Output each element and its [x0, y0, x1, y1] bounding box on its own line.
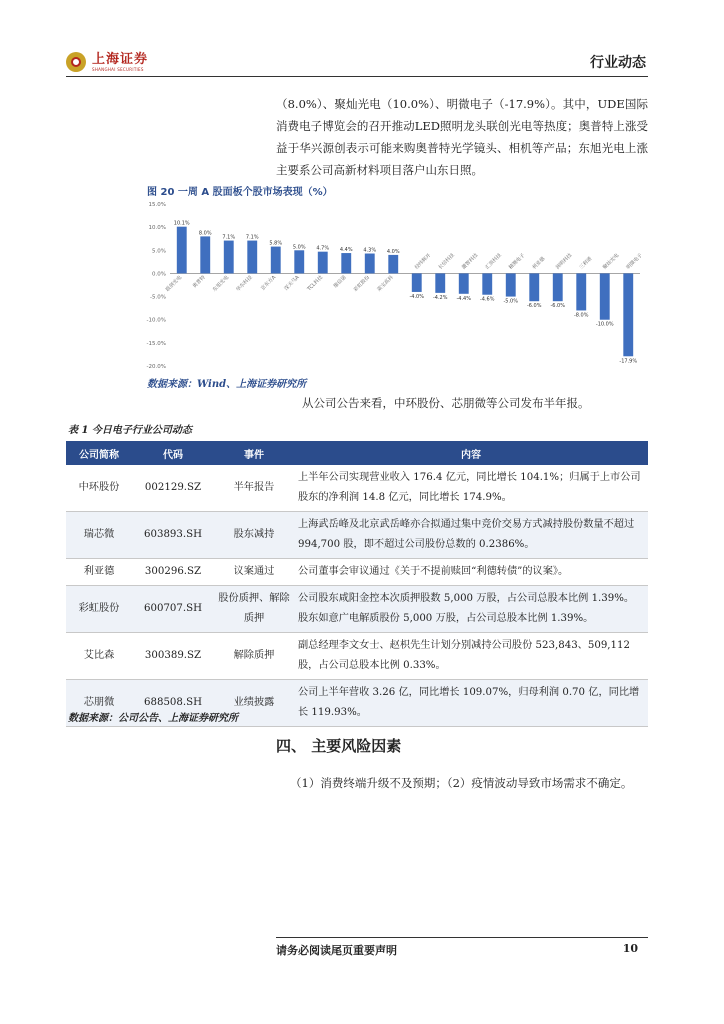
category-label: 深天马A	[283, 274, 301, 292]
category-label: 彩虹股份	[352, 274, 372, 293]
cell-event: 议案通过	[214, 559, 294, 586]
data-label: 4.4%	[339, 247, 353, 254]
col-header-code: 代码	[132, 441, 214, 465]
bar	[224, 241, 234, 274]
table-row	[66, 586, 648, 633]
category-label: 激智科技	[460, 252, 480, 271]
y-tick-label: -15.0%	[146, 340, 166, 347]
data-label: 5.8%	[269, 240, 283, 247]
category-label: 明微电子	[625, 252, 644, 271]
intro-paragraph: （8.0%）、聚灿光电（10.0%）、明微电子（-17.9%）。其中，UDE国际消费电子博览会的召开推动LED照明龙头联创光电等热度；奥普特上涨受益于华兴源创表示可能来购奥普特光学镜头、相机等产品；东旭光电上涨主要系公司高新材料项目落户山东日照。	[276, 97, 648, 177]
y-tick-label: 15.0%	[148, 202, 166, 208]
cell-content: 上半年公司实现营业收入 176.4 亿元，同比增长 104.1%；归属于上市公司股东的净利润 14.8 亿元，同比增长 174.9%。	[294, 465, 648, 512]
data-label: -4.4%	[456, 295, 472, 302]
category-label: 经纬辉开	[413, 252, 433, 271]
y-tick-label: -5.0%	[150, 294, 166, 301]
cell-event: 股东减持	[214, 512, 294, 559]
cell-company: 中环股份	[66, 465, 132, 512]
data-label: 7.1%	[222, 234, 236, 241]
data-label: -5.0%	[503, 298, 519, 305]
announcement-summary: 从公司公告来看，中环股份、芯朋微等公司发布半年报。	[302, 396, 590, 410]
category-label: 莱宝高科	[376, 274, 395, 293]
page-header	[66, 50, 648, 77]
bar	[553, 273, 563, 301]
table-row	[66, 465, 648, 512]
bar	[271, 247, 281, 274]
cell-code: 002129.SZ	[132, 465, 214, 512]
bar	[623, 273, 633, 356]
bar	[341, 253, 351, 273]
data-label: -6.0%	[550, 303, 566, 310]
data-label: -10.0%	[595, 321, 614, 328]
bar	[459, 273, 469, 293]
cell-company: 彩虹股份	[66, 586, 132, 633]
cell-company: 利亚德	[66, 559, 132, 586]
category-label: 汇顶科技	[484, 252, 503, 271]
cell-code: 603893.SH	[132, 512, 214, 559]
table-title: 表 1 今日电子行业公司动态	[68, 425, 192, 436]
cell-content: 公司上半年营收 3.26 亿，同比增长 109.07%，归母利润 0.70 亿，同比增长 119.93%。	[294, 680, 648, 727]
data-label: 10.1%	[173, 220, 190, 227]
col-header-event: 事件	[214, 441, 294, 465]
category-label: 京东方A	[259, 274, 278, 292]
category-label: 奥普特	[191, 274, 207, 290]
data-label: 4.3%	[363, 247, 377, 254]
section-label: 行业动态	[590, 55, 646, 71]
cell-code: 600707.SH	[132, 586, 214, 633]
bar	[506, 273, 516, 296]
bar	[294, 250, 304, 273]
cell-company: 艾比森	[66, 633, 132, 680]
y-tick-label: 5.0%	[152, 248, 166, 255]
data-label: -4.6%	[479, 296, 495, 303]
chart-svg	[140, 196, 648, 372]
category-label: 长信科技	[437, 252, 456, 271]
category-label: 维信诺	[332, 274, 348, 290]
cell-event: 半年报告	[214, 465, 294, 512]
bar	[529, 273, 539, 301]
cell-event: 业绩披露	[214, 680, 294, 727]
cell-content: 副总经理李文女士、赵枳先生计划分别减持公司股份 523,843、509,112 股，占公司总股本比例 0.33%。	[294, 633, 648, 680]
cell-content: 上海武岳峰及北京武岳峰亦合拟通过集中竞价交易方式减持股份数量不超过 994,700 股，即不超过公司股份总数的 0.2386%。	[294, 512, 648, 559]
table-row	[66, 512, 648, 559]
col-header-content: 内容	[294, 441, 648, 465]
category-label: 联创光电	[164, 274, 184, 293]
bar	[600, 273, 610, 319]
y-tick-label: 0.0%	[152, 271, 166, 278]
category-label: TCL科技	[306, 274, 325, 293]
table-header-row	[66, 441, 648, 465]
logo-english: SHANGHAI SECURITIES	[92, 66, 144, 72]
y-tick-label: 10.0%	[148, 225, 166, 232]
category-label: 华东科技	[235, 274, 254, 293]
bar	[412, 273, 422, 292]
bar	[388, 255, 398, 274]
data-label: 4.0%	[386, 248, 400, 255]
category-label: 精测电子	[507, 252, 527, 271]
table-row	[66, 633, 648, 680]
cell-code: 300296.SZ	[132, 559, 214, 586]
table-row	[66, 559, 648, 586]
bar	[576, 273, 586, 310]
figure-source: 数据来源：Wind、上海证券研究所	[147, 379, 307, 390]
data-label: -17.9%	[619, 358, 638, 365]
data-label: 8.0%	[198, 230, 212, 237]
cell-content: 公司董事会审议通过《关于不提前赎回“利德转债”的议案》。	[294, 559, 648, 586]
bar	[200, 236, 210, 273]
y-tick-label: -20.0%	[146, 364, 166, 370]
cell-event: 股份质押、解除质押	[214, 586, 294, 633]
bar	[318, 252, 328, 274]
footer-disclaimer: 请务必阅读尾页重要声明	[276, 944, 397, 957]
data-label: 4.7%	[316, 245, 330, 252]
cell-code: 300389.SZ	[132, 633, 214, 680]
logo-text: 上海证券	[92, 51, 149, 67]
category-label: 利亚德	[531, 255, 547, 271]
category-label: 东旭光电	[211, 274, 231, 293]
page-number: 10	[622, 942, 638, 955]
page-footer	[276, 937, 648, 958]
cell-content: 公司股东咸阳金控本次质押股数 5,000 万股，占公司总股本比例 1.39%。股东如意广电解质股份 5,000 万股，占公司总股本比例 1.39%。	[294, 586, 648, 633]
col-header-company: 公司简称	[66, 441, 132, 465]
data-label: -4.2%	[432, 294, 448, 301]
cell-event: 解除质押	[214, 633, 294, 680]
bar	[435, 273, 445, 292]
bar-chart	[140, 196, 648, 372]
data-label: 7.1%	[245, 234, 259, 241]
bar	[365, 254, 375, 274]
cell-code: 688508.SH	[132, 680, 214, 727]
logo-mark-icon	[66, 52, 86, 72]
logo	[66, 52, 148, 72]
data-label: -4.0%	[409, 293, 425, 300]
section-title: 四、 主要风险因素	[276, 737, 402, 755]
figure-title: 图 20 一周 A 股面板个股市场表现（%）	[147, 187, 333, 198]
category-label: 聚灿光电	[601, 252, 621, 271]
data-label: -6.0%	[526, 303, 542, 310]
cell-company: 瑞芯微	[66, 512, 132, 559]
y-tick-label: -10.0%	[146, 317, 166, 324]
table-source: 数据来源：公司公告、上海证券研究所	[68, 713, 238, 724]
company-events-table	[66, 441, 648, 727]
risk-text: （1）消费终端升级不及预期；（2）疫情波动导致市场需求不确定。	[290, 776, 633, 790]
cell-company: 芯朋微	[66, 680, 132, 727]
bar	[482, 273, 492, 294]
bar	[247, 241, 257, 274]
data-label: -8.0%	[573, 312, 589, 319]
bar	[177, 227, 187, 274]
data-label: 5.0%	[292, 244, 306, 251]
category-label: 洲明科技	[554, 252, 574, 271]
category-label: 三利谱	[578, 255, 594, 271]
